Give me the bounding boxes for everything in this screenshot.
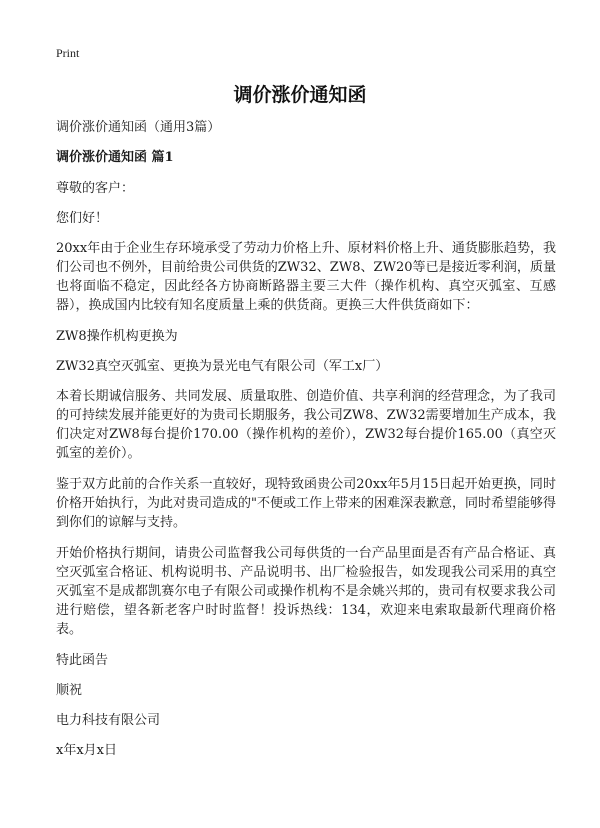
document-title: 调价涨价通知函 bbox=[233, 84, 367, 106]
greeting: 您们好！ bbox=[56, 211, 109, 226]
document-subtitle: 调价涨价通知函（通用3篇） bbox=[56, 120, 221, 135]
paragraph-supervision: 开始价格执行期间，请贵公司监督我公司每供货的一台产品里面是否有产品合格证、真空灭弧室合格证、机构说明书、产品说明书、出厂检验报告，如发现我公司采用的真空灭弧室不是成都凯赛尔电子有限公司或操作机构不是余姚兴邦的，贵司有权要求我公司进行赔偿，望各新老客户时时监督！投诉热线：134，欢迎来电索取最新代理商价格表。 bbox=[56, 546, 556, 637]
print-label[interactable]: Print bbox=[56, 46, 80, 60]
company-signature: 电力科技有限公司 bbox=[56, 713, 161, 728]
line-zw8-mechanism: ZW8操作机构更换为 bbox=[56, 329, 178, 344]
line-zw32-interrupter: ZW32真空灭弧室、更换为景光电气有限公司（军工x厂） bbox=[56, 359, 389, 374]
signature-date: x年x月x日 bbox=[56, 743, 117, 758]
paragraph-price-background: 20xx年由于企业生存环境承受了劳动力价格上升、原材料价格上升、通货膨胀趋势，我们公司也不例外，目前给贵公司供货的ZW32、ZW8、ZW20等已是接近零利润，质量也将面临不稳定，因此经各方协商断路器主要三大件（操作机构、真空灭弧室、互感器），换成国内比较有知名度质量上乘的供货商。更换三大件供货商如下： bbox=[56, 241, 556, 313]
salutation: 尊敬的客户： bbox=[56, 181, 135, 196]
closing-notice: 特此函告 bbox=[56, 653, 109, 668]
section-heading: 调价涨价通知函 篇1 bbox=[56, 150, 174, 165]
paragraph-price-increase: 本着长期诚信服务、共同发展、质量取胜、创造价值、共享利润的经营理念，为了我司的可持续发展并能更好的为贵司长期服务，我公司ZW8、ZW32需要增加生产成本，我们决定对ZW8每台提价170.00（操作机构的差价），ZW32每台提价165.00（真空灭弧室的差价）。 bbox=[56, 389, 556, 461]
paragraph-effective-date: 鉴于双方此前的合作关系一直较好，现特致函贵公司20xx年5月15日起开始更换，同时价格开始执行，为此对贵司造成的"不便或工作上带来的困难深表歉意，同时希望能够得到你们的谅解与支持。 bbox=[56, 477, 556, 530]
closing-regards: 顺祝 bbox=[56, 683, 83, 698]
document-body bbox=[56, 118, 556, 771]
